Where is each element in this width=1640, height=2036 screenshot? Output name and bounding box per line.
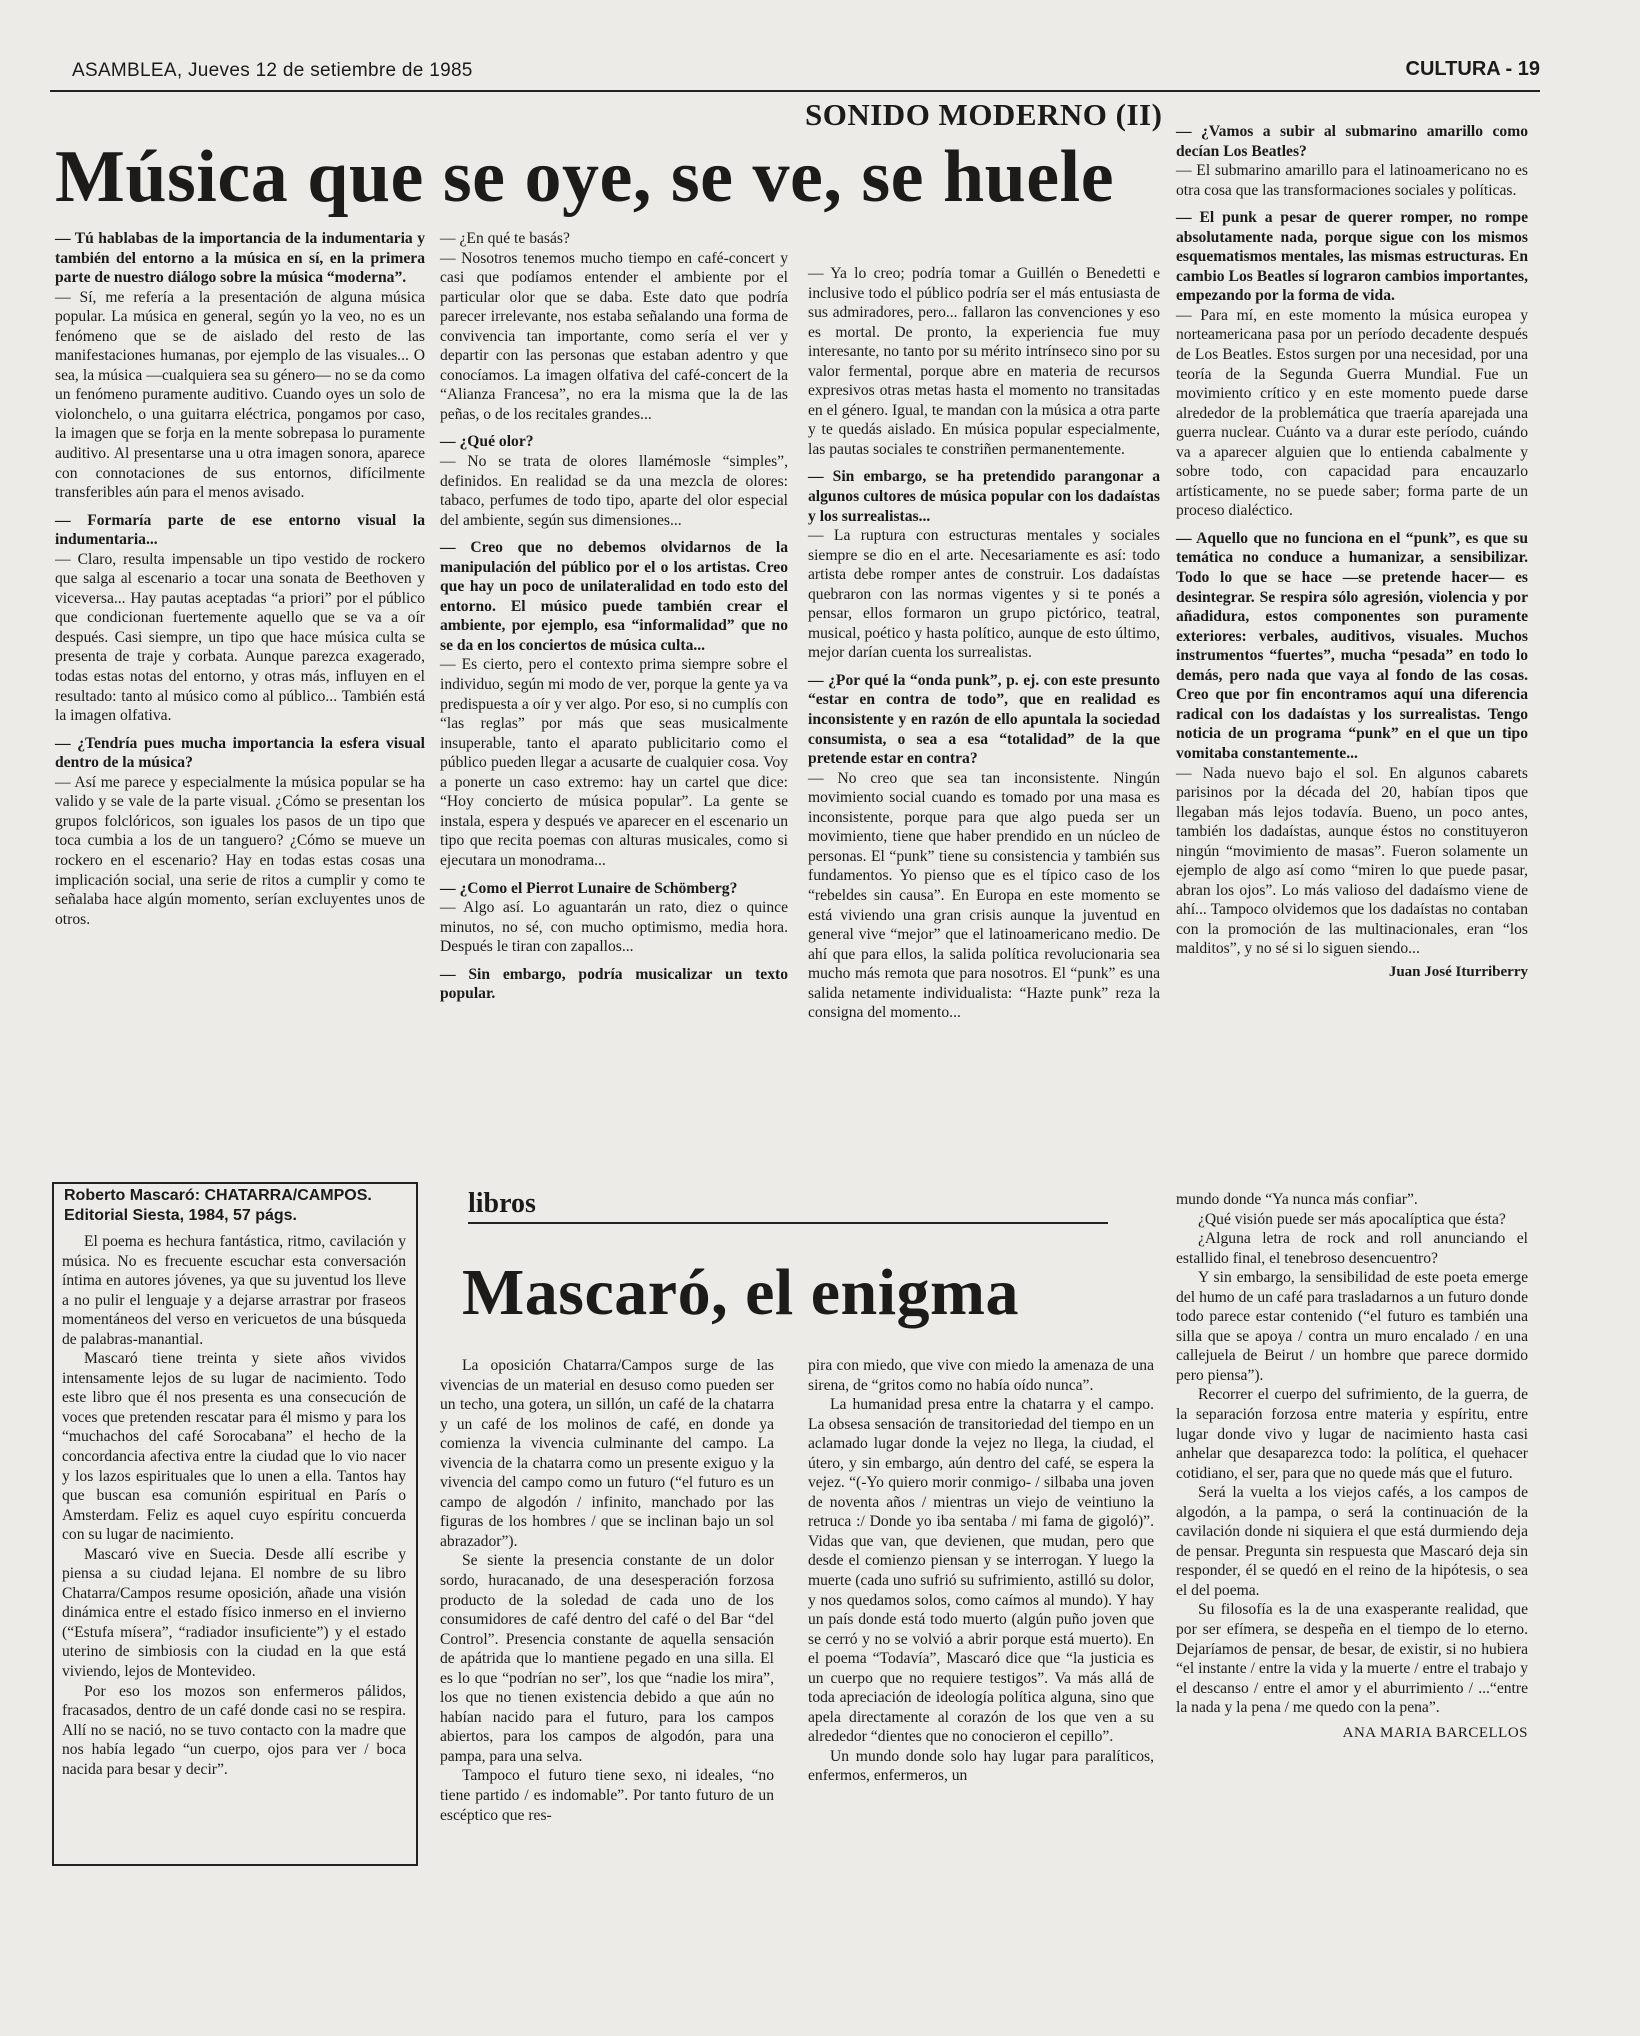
interview-answer: — Algo así. Lo aguantarán un rato, diez o quince minutos, no sé, con mucho optimismo, media hora. Después le tiran con zapallos... xyxy=(440,899,788,956)
interview-column-3 xyxy=(808,264,1160,1023)
article-signature: Juan José Iturriberry xyxy=(1388,963,1528,980)
book-info-title: Roberto Mascaró: CHATARRA/CAMPOS. Editorial Siesta, 1984, 57 págs. xyxy=(64,1187,372,1224)
paragraph: La oposición Chatarra/Campos surge de las vivencias de un material en desuso como pueden ser un techo, una gotera, un sillón, un café de la chatarra y un café de los molinos de café, en donde ya comienza la vivencia culminante del campo. La vivencia de la chatarra como un presente exiguo y la vivencia del campo como un futuro (“el futuro es un campo de algodón / infinito, manchado por las figuras de los hombres / que se inclinan bajo un sol abrazador”). xyxy=(440,1357,774,1550)
interview-answer: — Sí, me refería a la presentación de alguna música popular. La música en general, según yo la veo, no es un fenómeno que se de aislado del resto de las manifestaciones humanas, por ejemplo de las visuales... O sea, la música —cualquiera sea su género— no se da como un fenómeno puramente auditivo. Cuando oyes un solo de violonchelo, o una guitarra eléctrica, pongamos por caso, la imagen que se forja en la mente sobrepasa lo puramente auditivo. Al presentarse una u otra imagen sonora, aparece con connotaciones de sus entornos, difícilmente transferibles aún para el menos avisado. xyxy=(55,288,425,502)
interview-answer: — No creo que sea tan inconsistente. Ningún movimiento social cuando es tomado por una masa es inconsistente, porque para que algo pueda ser un movimiento, tiene que haber prendido en un núcleo de personas. El “punk” tiene su consistencia y también sus fundamentos. Yo pienso que es el típico caso de los “rebeldes sin causa”. En Europa en este momento se está viviendo una gran crisis aunque la juventud en general vive “mejor” que el latinoamericano medio. De ahí que para ellos, la salida política revolucionaria sea mucho más remota que para nosotros. El “punk” es una salida netamente individualista: “Hazte punk” reza la consigna del momento... xyxy=(808,769,1160,1022)
interview-question: — ¿Como el Pierrot Lunaire de Schömberg? xyxy=(440,879,738,897)
paragraph: Tampoco el futuro tiene sexo, ni ideales, “no tiene partido / es indomable”. Por tanto futuro de un escéptico que res- xyxy=(440,1767,774,1824)
paragraph: pira con miedo, que vive con miedo la amenaza de una sirena, de “gritos como no había oído nunca”. xyxy=(808,1357,1154,1394)
interview-answer: — Así me parece y especialmente la música popular se ha valido y se vale de la parte visual. ¿Cómo se presentan los grupos folclóricos, son iguales los pasos de un tipo que toca cumbia a los de un tanguero? ¿Cómo se mueve un rockero en el escenario? Hay en todas estas cosas una implicación social, una serie de ritos a cumplir y como te señalaba hace algún momento, serían excluyentes unos de otros. xyxy=(55,773,425,928)
interview-column-1 xyxy=(55,229,425,929)
interview-question: — Creo que no debemos olvidarnos de la manipulación del público por el o los artistas. Creo que hay un poco de unilateralidad en todo esto del entorno. El músico puede también crear el ambiente, por ejemplo, esa “informalidad” que no se da en los conciertos de música culta... xyxy=(440,539,788,654)
interview-question: — Sin embargo, podría musicalizar un texto popular. xyxy=(440,965,788,1003)
interview-answer: — La ruptura con estructuras mentales y sociales siempre se dio en el arte. Necesariamente es así: todo artista debe romper antes de construir. Los dadaístas quebraron con las normas vigentes y si te ponés a pensar, ellos formaron un grupo pictórico, teatral, musical, poético y hasta político, aunque de esto último, mejor darían cuenta los surrealistas. xyxy=(808,527,1160,662)
article-kicker: SONIDO MODERNO (II) xyxy=(805,97,1163,132)
paragraph: Se siente la presencia constante de un dolor sordo, huracanado, de una desesperación forzosa producto de la soledad de cada uno de los consumidores de café dentro del café o del Bar “del Control”. Presencia constante de aquella sensación de apátrida que lo mantiene pegado en una silla. El es lo que “podrían no ser”, los que “nadie los mira”, los que no tienen existencia debido a que aún no habían nacido para el futuro, para los campos abiertos, para los campos de algodón, para una pampa, para una selva. xyxy=(440,1552,774,1765)
interview-question: — ¿Tendría pues mucha importancia la esfera visual dentro de la música? xyxy=(55,734,425,772)
review-column-1 xyxy=(440,1356,774,1825)
interview-answer: — Para mí, en este momento la música europea y norteamericana pasa por un período decadente después de Los Beatles. Estos surgen por una necesidad, por una teoría de la Segunda Guerra Mundial. Fue un movimiento crítico y en este momento puede darse alrededor de la problemática que traería aparejada una guerra nuclear. Cuánto va a durar este período, cuándo va a aparecer alguien que lo entienda cabalmente y sobre todo, con capacidad para encauzarlo artísticamente, no se puede saber; forma parte de un proceso dialéctico. xyxy=(1176,306,1528,520)
interview-answer: — No se trata de olores llamémosle “simples”, definidos. En realidad se da una mezcla de olores: tabaco, perfumes de todo tipo, aparte del olor especial del ambiente, según sus dimensiones... xyxy=(440,453,788,529)
interview-question: — El punk a pesar de querer romper, no rompe absolutamente nada, porque sigue con los mismos esquematismos mentales, las mismas estructuras. En cambio Los Beatles sí lograron cambios importantes, empezando por la forma de vida. xyxy=(1176,209,1528,305)
paragraph: Un mundo donde solo hay lugar para paralíticos, enfermos, enfermeros, un xyxy=(808,1747,1154,1785)
interview-answer: — Es cierto, pero el contexto prima siempre sobre el individuo, según mi modo de ver, porque la gente ya va predispuesta a oír y ver algo. Por eso, si no cumplís con “las reglas” por más que seas musicalmente insuperable, tanto el aparato publicitario como el público pueden llegar a acusarte de cualquier cosa. Voy a ponerte un caso extremo: hay un cartel que dice: “Hoy concierto de música popular”. La gente se instala, espera y después ve aparecer en el escenario un tipo que recita poemas con alturas musicales, como si ejecutara un monodrama... xyxy=(440,656,788,869)
paragraph: ¿Qué visión puede ser más apocalíptica que ésta? xyxy=(1198,1210,1506,1228)
article-headline: Música que se oye, se ve, se huele xyxy=(55,136,1115,218)
interview-column-4 xyxy=(1176,122,1528,983)
interview-answer: — Nada nuevo bajo el sol. En algunos cabarets parisinos por la década del 20, habían tipos que llegaban más lejos todavía. Bueno, un poco antes, también los dadaístas, aunque éstos no constituyeron ningún “movimiento de masas”. Fueron solamente un ejemplo de algo así como “miren lo que puede pasar, abran los ojos”. Lo más valioso del dadaísmo viene de ahí... Tampoco olvidemos que los dadaístas no contaban con la promoción de las multinacionales, eran “los malditos”, y no sé si lo siguen siendo... xyxy=(1176,764,1528,958)
paragraph: Será la vuelta a los viejos cafés, a los campos de algodón, a la pampa, o será la continuación de la cavilación donde ni siquiera el que está durmiendo deja de pensar. Pregunta sin respuesta que Mascaró deja sin responder, él se quedó en el reino de la hipótesis, o sea el del poema. xyxy=(1176,1484,1528,1599)
header-rule xyxy=(50,90,1540,92)
masthead-date: ASAMBLEA, Jueves 12 de setiembre de 1985 xyxy=(72,60,473,81)
interview-question: — ¿Por qué la “onda punk”, p. ej. con este presunto “estar en contra de todo”, que en realidad es inconsistente y en razón de ello apuntala la sociedad consumista, o sea a esa “totalidad” de la que pretende estar en contra? xyxy=(808,671,1160,768)
section-label-libros: libros xyxy=(468,1188,536,1219)
review-signature: ANA MARIA BARCELLOS xyxy=(1342,1724,1528,1741)
book-info-text xyxy=(62,1232,406,1779)
interview-question: — ¿Qué olor? xyxy=(440,433,534,451)
paragraph: El poema es hechura fantástica, ritmo, cavilación y música. No es frecuente escuchar esta conversación íntima en autores jóvenes, ya que su juventud los lleve a no pulir el lenguaje y a dejarse arrastrar por fraseos momentáneos del verso en vericuetos de una búsqueda de palabras-manantial. xyxy=(62,1233,406,1348)
interview-question: — Tú hablabas de la importancia de la indumentaria y también del entorno a la música en sí, en la primera parte de nuestro diálogo sobre la música “moderna”. xyxy=(55,230,425,287)
interview-answer: — Nosotros tenemos mucho tiempo en café-concert y casi que podíamos entender el ambiente por el particular olor que se daba. Este dato que podría parecer irrelevante, nos estaba señalando una forma de convivencia tan importante, como sería el ver y departir con las personas que estaban adentro y que conocíamos. La imagen olfativa del café-concert de la “Alianza Francesa”, no era la misma que la de las peñas, o de los recitales grandes... xyxy=(440,249,788,423)
paragraph: ¿Alguna letra de rock and roll anunciando el estallido final, el tenebroso desencuentro? xyxy=(1176,1230,1528,1267)
paragraph: Mascaró tiene treinta y siete años vividos intensamente lejos de su lugar de nacimiento. Todo este libro que él nos presenta es una consecución de voces que pretenden rescatar para él mismo y para los “muchachos del café Sorocabana” el hecho de la concordancia afectiva entre la ciudad que lo vio nacer y los lazos espirituales que lo unen a ella. Tantos hay que buscan esa comunión espiritual en París o Amsterdam. Feliz es aquel cuyo espíritu concuerda con su lugar de nacimiento. xyxy=(62,1350,406,1544)
interview-question: — Aquello que no funciona en el “punk”, es que su temática no conduce a humanizar, a sensibilizar. Todo lo que se hace —se pretende hacer— es desintegrar. Se respira sólo agresión, violencia y por añadidura, estos componentes son puramente exteriores: verbales, auditivos, visuales. Muchos instrumentos “fuertes”, mucha “pesada” en todo lo demás, pero nada que vaya al fondo de las cosas. Creo que por fin encontramos aquí una diferencia radical con los dadaístas y los surrealistas. Tengo noticia de un programa “punk” en el que un tipo vomitaba constantemente... xyxy=(1176,529,1528,762)
interview-answer: — Claro, resulta impensable un tipo vestido de rockero que salga al escenario a tocar una sonata de Beethoven y viceversa... Hay pautas aceptadas “a priori” por el público que condicionan fuertemente aquello que se va a oír después. Casi siempre, un tipo que hace música culta se presenta de traje y corbata. Aunque parezca exagerado, todas estas notas del entorno, y otras más, influyen en el resultado: tanto al músico como al público... También está la imagen olfativa. xyxy=(55,550,425,725)
section-rule xyxy=(468,1222,1108,1224)
paragraph: Mascaró vive en Suecia. Desde allí escribe y piensa a su ciudad lejana. El nombre de su libro Chatarra/Campos resume oposición, añade una visión dinámica entre el estado físico inmerso en el invierno (“Estufa mísera”, “radiador insuficiente”) y el estado uterino de simbiosis con la ciudad en la que está viviendo, lejos de Montevideo. xyxy=(62,1545,406,1681)
interview-question: — Formaría parte de ese entorno visual la indumentaria... xyxy=(55,511,425,549)
paragraph: Y sin embargo, la sensibilidad de este poeta emerge del humo de un café para trasladarnos a un futuro donde todo parece estar contenido (“el futuro es también una silla que se apoya / contra un muro encalado / en una callejuela de Beirut / un hombre que parece dormido pero piensa”). xyxy=(1176,1269,1528,1384)
review-column-3 xyxy=(1176,1190,1528,1743)
review-headline: Mascaró, el enigma xyxy=(462,1256,1020,1329)
paragraph: mundo donde “Ya nunca más confiar”. xyxy=(1176,1191,1418,1208)
section-page-number: CULTURA - 19 xyxy=(1405,58,1540,80)
interview-question: — ¿Vamos a subir al submarino amarillo como decían Los Beatles? xyxy=(1176,123,1528,160)
interview-answer: — ¿En qué te basás? xyxy=(440,230,570,247)
paragraph: Su filosofía es la de una exasperante realidad, que por ser efímera, se despeña en el tiempo de lo eterno. Dejaríamos de pensar, de besar, de existir, si no hubiera “el instante / entre la vida y la muerte / entre el trabajo y el descanso / entre el amor y el aburrimiento / ...“entre la nada y la pena / me quedo con la pena”. xyxy=(1176,1601,1528,1717)
paragraph: La humanidad presa entre la chatarra y el campo. La obsesa sensación de transitoriedad del tiempo en un aclamado lugar donde la vejez no llega, la ciudad, el útero, y sin embargo, aún dentro del café, se espera la vejez. “(-Yo quiero morir conmigo- / silbaba una joven de noventa años / mientras un viejo de veintiuno la retruca :/ Donde yo iba sentaba / mi fama de gigoló)”. Vidas que van, que devienen, que mudan, pero que desde el comienzo piensan y se interrogan. Y luego la muerte (cada uno sufrió su sufrimiento, astilló su dolor, y nos quedamos solos, como caímos al mundo). Y hay un país donde está todo muerto (algún puño joven que se cerró y no se volvió a abrir porque está muerto). En el poema “Todavía”, Mascaró dice que “la justicia es un cuerpo que no requiere testigos”. Va más allá de toda apreciación de ideología política alguna, sino que apela directamente al corazón de los que ven a su alrededor “dientes que no conocieron el cepillo”. xyxy=(808,1396,1154,1746)
paragraph: Recorrer el cuerpo del sufrimiento, de la guerra, de la separación forzosa entre materia y espíritu, entre lugar donde vivo y lugar de nacimiento hasta casi anhelar que desaparezca todo: la política, el quehacer cotidiano, el ser, para que no quede más que el futuro. xyxy=(1176,1386,1528,1482)
interview-question: — Sin embargo, se ha pretendido parangonar a algunos cultores de música popular con los dadaístas y los surrealistas... xyxy=(808,468,1160,525)
interview-column-2 xyxy=(440,229,788,1004)
paragraph: Por eso los mozos son enfermeros pálidos, fracasados, dentro de un café donde casi no se respira. Allí no se nació, no se tuvo contacto con la madre que nos había legado “un cuerpo, ojos para ver / boca nacida para besar y decir”. xyxy=(62,1682,406,1778)
interview-answer: — Ya lo creo; podría tomar a Guillén o Benedetti e inclusive todo el público podría ser el más entusiasta de sus admiradores, pero... fallaron las convenciones y eso es mortal. De pronto, la experiencia fue muy interesante, no tanto por su mérito intrínseco sino por su valor fermental, porque abre en materia de recursos expresivos otras metas hasta el momento no transitadas en el género. Igual, te mandan con la música a otra parte y te quedás aislado. En música popular especialmente, las pautas sociales te constriñen permanentemente. xyxy=(808,265,1161,458)
interview-answer: — El submarino amarillo para el latinoamericano no es otra cosa que las transformaciones sociales y políticas. xyxy=(1176,162,1528,199)
review-column-2 xyxy=(808,1356,1154,1786)
